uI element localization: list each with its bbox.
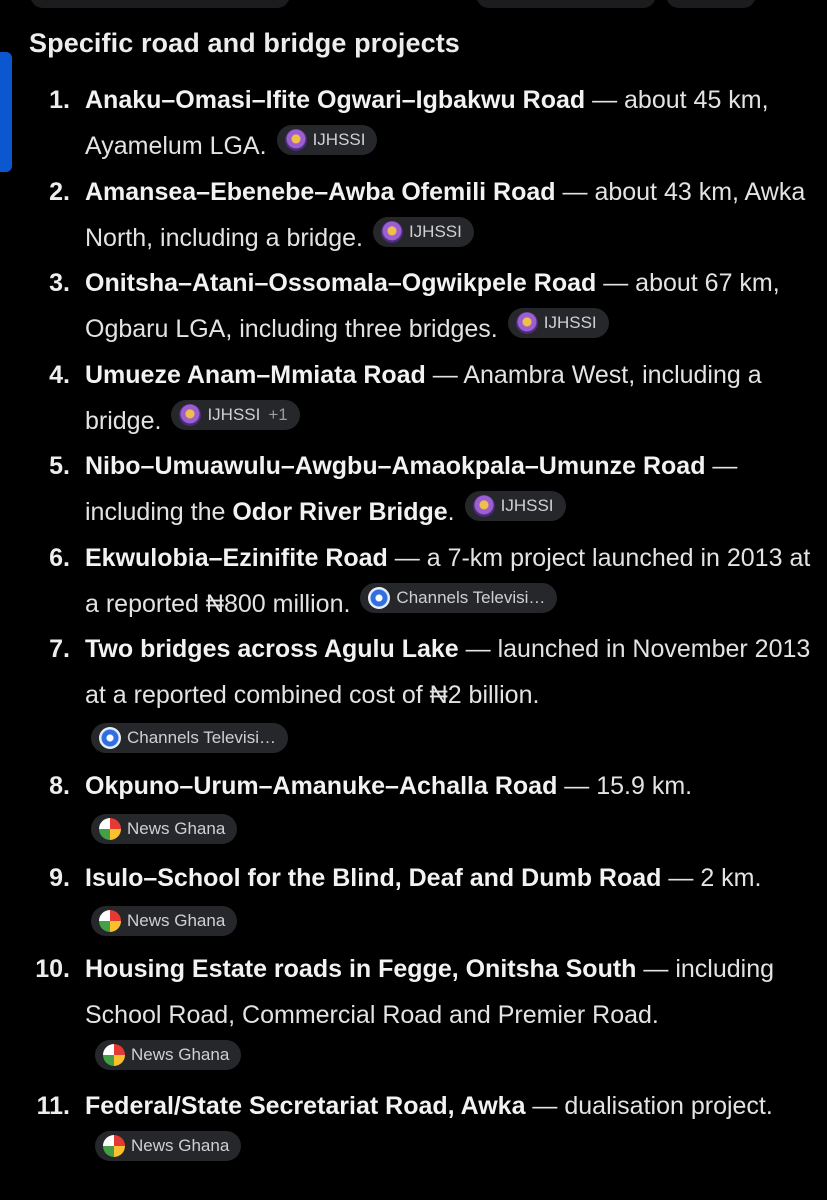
item-number: 9. (49, 864, 70, 892)
project-name: Nibo–Umuawulu–Awgbu–Amaokpala–Umunze Road (85, 452, 706, 480)
project-name: Federal/State Secretariat Road, Awka (85, 1092, 526, 1120)
item-text (85, 763, 813, 855)
project-name: Ekwulobia–Ezinifite Road (85, 544, 388, 572)
source-chip[interactable] (91, 814, 237, 844)
project-detail-end: . (447, 498, 455, 526)
project-detail: — 2 km. (661, 864, 762, 892)
source-label: IJHSSI (408, 222, 462, 241)
project-name: Isulo–School for the Blind, Deaf and Dumb Road (85, 864, 662, 892)
ijhssi-logo-icon (285, 129, 307, 151)
source-label: News Ghana (131, 1045, 230, 1064)
item-number: 11. (36, 1092, 70, 1120)
project-detail: — including the (85, 452, 738, 526)
item-number: 6. (49, 544, 70, 572)
item-number: 3. (49, 269, 70, 297)
project-name: Housing Estate roads in Fegge, Onitsha South (85, 955, 637, 983)
project-detail: — 15.9 km. (557, 772, 693, 800)
top-chip-partial[interactable] (476, 0, 656, 8)
source-label: IJHSSI (207, 405, 261, 424)
project-detail: — a 7-km project launched in 2013 at a reported ₦800 million. (85, 544, 811, 618)
project-name: Two bridges across Agulu Lake (85, 635, 459, 663)
news-ghana-logo-icon (103, 1044, 125, 1066)
item-number: 7. (49, 635, 70, 663)
item-text (85, 443, 813, 535)
project-name: Amansea–Ebenebe–Awba Ofemili Road (85, 178, 556, 206)
bridge-name: Odor River Bridge (232, 498, 448, 526)
news-ghana-logo-icon (103, 1135, 125, 1157)
item-number: 10. (35, 955, 70, 983)
project-detail: — Anambra West, including a bridge. (85, 361, 762, 435)
item-text (85, 855, 813, 947)
source-label: News Ghana (127, 819, 226, 838)
project-detail: — about 45 km, Ayamelum LGA. (85, 86, 769, 160)
project-detail: — about 67 km, Ogbaru LGA, including three bridges. (85, 269, 780, 343)
item-text (85, 260, 813, 352)
project-detail: — launched in November 2013 at a reported combined cost of ₦2 billion. (85, 635, 811, 709)
source-chip[interactable] (91, 723, 288, 753)
item-number: 1. (49, 86, 70, 114)
item-number: 8. (49, 772, 70, 800)
scroll-indicator (0, 52, 12, 172)
top-chip-partial[interactable] (666, 0, 756, 8)
item-number: 4. (49, 361, 70, 389)
source-label: News Ghana (127, 911, 226, 930)
source-chip[interactable] (171, 400, 299, 430)
source-chip[interactable] (373, 217, 474, 247)
item-text (85, 169, 813, 261)
ijhssi-logo-icon (381, 221, 403, 243)
source-label: Channels Televisi… (396, 588, 546, 607)
source-label: Channels Televisi… (127, 728, 276, 747)
item-number: 5. (49, 452, 70, 480)
project-name: Onitsha–Atani–Ossomala–Ogwikpele Road (85, 269, 597, 297)
top-chip-partial[interactable] (30, 0, 290, 8)
source-label: IJHSSI (500, 496, 554, 515)
channels-tv-logo-icon (368, 587, 390, 609)
channels-tv-logo-icon (99, 727, 121, 749)
ijhssi-logo-icon (516, 312, 538, 334)
project-detail: — about 43 km, Awka North, including a bridge. (85, 178, 806, 252)
source-more-count: +1 (268, 405, 288, 424)
news-ghana-logo-icon (99, 910, 121, 932)
ijhssi-logo-icon (473, 495, 495, 517)
source-label: News Ghana (131, 1136, 230, 1155)
section-title: Specific road and bridge projects (29, 28, 460, 58)
project-detail: — including School Road, Commercial Road and Premier Road. (85, 955, 775, 1029)
project-name: Anaku–Omasi–Ifite Ogwari–Igbakwu Road (85, 86, 586, 114)
project-name: Umueze Anam–Mmiata Road (85, 361, 426, 389)
item-text (85, 1083, 813, 1175)
source-chip[interactable] (360, 583, 557, 613)
source-chip[interactable] (91, 906, 237, 936)
item-number: 2. (49, 178, 70, 206)
item-text (85, 626, 813, 764)
source-chip[interactable] (508, 308, 609, 338)
source-chip[interactable] (277, 125, 378, 155)
source-label: IJHSSI (312, 130, 366, 149)
project-detail: — dualisation project. (525, 1092, 773, 1120)
item-text (85, 352, 813, 444)
source-label: IJHSSI (543, 313, 597, 332)
project-name: Okpuno–Urum–Amanuke–Achalla Road (85, 772, 558, 800)
item-text (85, 535, 813, 627)
ijhssi-logo-icon (179, 404, 201, 426)
news-ghana-logo-icon (99, 818, 121, 840)
source-chip[interactable] (95, 1131, 241, 1161)
source-chip[interactable] (465, 491, 566, 521)
source-chip[interactable] (95, 1040, 241, 1070)
item-text (85, 946, 813, 1084)
item-text (85, 77, 813, 169)
